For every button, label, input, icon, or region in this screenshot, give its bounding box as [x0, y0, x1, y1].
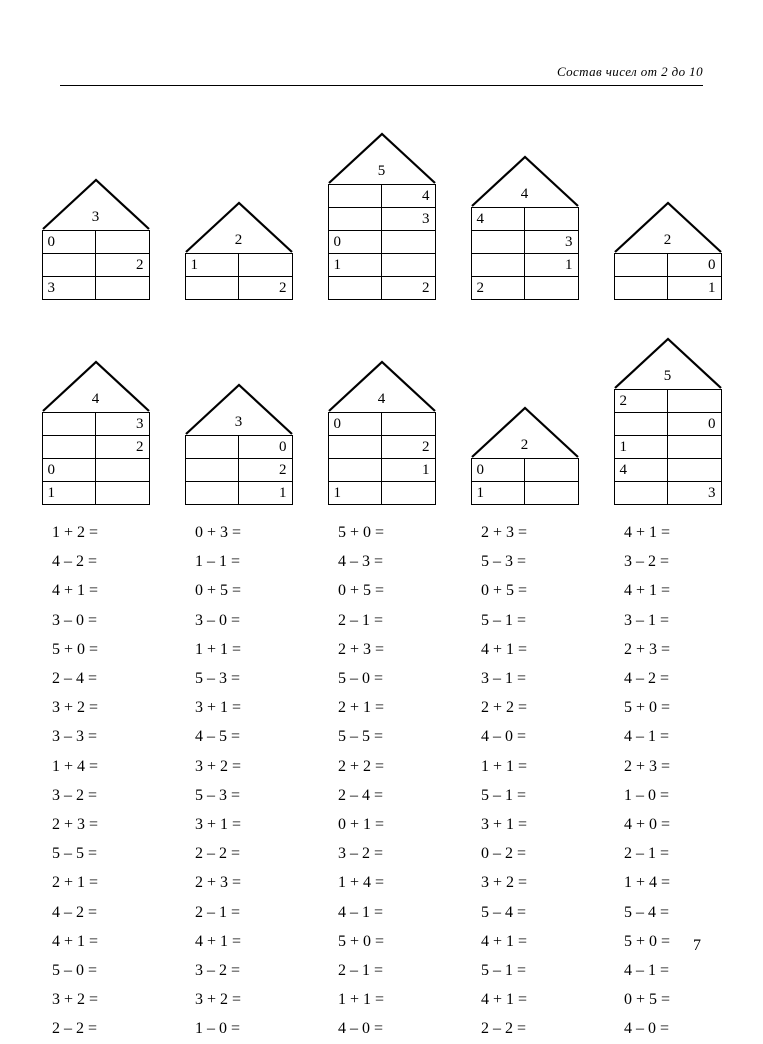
house-roof-number: 4: [520, 186, 529, 202]
sum-expression[interactable]: 5 – 5 =: [52, 845, 98, 863]
house-row: [328, 482, 435, 505]
house-cell-left[interactable]: 0: [328, 231, 382, 254]
house-cell-right[interactable]: 2: [96, 436, 150, 459]
house-cell-right[interactable]: [525, 459, 579, 482]
house-row: [614, 482, 721, 505]
house-cell-left[interactable]: [328, 436, 382, 459]
sum-expression[interactable]: 0 + 5 =: [481, 582, 528, 600]
sum-expression[interactable]: 5 – 1 =: [481, 611, 527, 629]
sum-expression[interactable]: 5 – 3 =: [195, 670, 241, 688]
house-cell-right[interactable]: [382, 413, 436, 436]
house-cell-right[interactable]: [668, 459, 722, 482]
house-row: [614, 436, 721, 459]
house-cell-right[interactable]: [525, 482, 579, 505]
house-row: [471, 459, 578, 482]
house-cell-right[interactable]: 2: [382, 277, 436, 300]
house-cell-right[interactable]: 0: [668, 413, 722, 436]
sum-expression[interactable]: 2 + 1 =: [52, 874, 99, 892]
sum-expression[interactable]: 3 + 1 =: [481, 816, 528, 834]
sum-expression[interactable]: 2 + 3 =: [338, 640, 385, 658]
house-roof: [328, 360, 436, 412]
number-house: [176, 383, 301, 505]
sum-expression[interactable]: 1 + 1 =: [338, 991, 385, 1009]
house-roof-number: 5: [663, 368, 672, 384]
sum-expression[interactable]: 3 + 2 =: [481, 874, 528, 892]
house-roof: [328, 132, 436, 184]
house-body: [328, 412, 436, 505]
sum-expression[interactable]: 4 + 1 =: [481, 640, 528, 658]
house-cell-left[interactable]: [42, 254, 96, 277]
sum-expression[interactable]: 4 + 1 =: [52, 932, 99, 950]
sum-expression[interactable]: 2 – 1 =: [338, 611, 384, 629]
sum-expression[interactable]: 3 – 0 =: [52, 611, 98, 629]
house-cell-right[interactable]: 4: [382, 185, 436, 208]
house-body: [328, 184, 436, 300]
house-cell-left[interactable]: [185, 482, 239, 505]
house-body: [471, 207, 579, 300]
house-cell-left[interactable]: 0: [471, 459, 525, 482]
house-cell-right[interactable]: [96, 231, 150, 254]
house-row: [42, 277, 149, 300]
house-cell-left[interactable]: [42, 436, 96, 459]
house-body: [185, 253, 293, 300]
house-cell-left[interactable]: 0: [42, 459, 96, 482]
house-row: [471, 231, 578, 254]
house-row: [42, 482, 149, 505]
sum-expression[interactable]: 5 – 5 =: [338, 728, 384, 746]
sum-expression[interactable]: 5 + 0 =: [624, 699, 671, 717]
house-roof-number: 4: [91, 391, 100, 407]
house-roof: [185, 201, 293, 253]
house-cell-right[interactable]: 1: [525, 254, 579, 277]
house-roof-number: 2: [234, 232, 243, 248]
sum-expression[interactable]: 5 + 0 =: [52, 640, 99, 658]
house-row: [614, 413, 721, 436]
sum-expression[interactable]: 2 – 4 =: [338, 786, 384, 804]
house-cell-left[interactable]: 1: [614, 436, 668, 459]
sum-expression[interactable]: 1 + 1 =: [481, 757, 528, 775]
number-house: [605, 337, 730, 505]
sum-expression[interactable]: 3 – 2 =: [195, 962, 241, 980]
house-cell-right[interactable]: 1: [382, 459, 436, 482]
house-cell-left[interactable]: [328, 277, 382, 300]
sum-expression[interactable]: 4 – 0 =: [624, 1020, 670, 1038]
house-cell-left[interactable]: [328, 459, 382, 482]
house-cell-left[interactable]: [185, 459, 239, 482]
house-cell-left[interactable]: 3: [42, 277, 96, 300]
sum-expression[interactable]: 4 – 1 =: [624, 728, 670, 746]
sum-expression[interactable]: 2 – 4 =: [52, 670, 98, 688]
house-cell-left[interactable]: [614, 413, 668, 436]
sum-expression[interactable]: 2 + 1 =: [338, 699, 385, 717]
sum-expression[interactable]: 1 + 2 =: [52, 524, 99, 541]
house-cell-right[interactable]: 2: [96, 254, 150, 277]
sum-expression[interactable]: 5 – 3 =: [195, 786, 241, 804]
sum-expression[interactable]: 4 – 1 =: [624, 962, 670, 980]
house-cell-right[interactable]: [382, 482, 436, 505]
sum-expression[interactable]: 4 + 0 =: [624, 816, 671, 834]
houses-row-1: [0, 110, 763, 300]
sum-expression[interactable]: 2 + 2 =: [481, 699, 528, 717]
sum-expression[interactable]: 3 – 2 =: [624, 553, 670, 571]
house-cell-right[interactable]: 3: [382, 208, 436, 231]
house-row: [42, 231, 149, 254]
sum-expression[interactable]: 3 – 1 =: [624, 611, 670, 629]
sum-expression[interactable]: 4 – 0 =: [481, 728, 527, 746]
sums-column: [453, 518, 596, 1044]
sum-expression[interactable]: 3 + 2 =: [195, 991, 242, 1009]
house-row: [42, 413, 149, 436]
page-header: [60, 64, 703, 88]
sum-expression[interactable]: 4 – 2 =: [624, 670, 670, 688]
sum-expression[interactable]: 2 – 1 =: [338, 962, 384, 980]
sum-expression[interactable]: 5 – 0 =: [52, 962, 98, 980]
sum-expression[interactable]: 4 + 1 =: [52, 582, 99, 600]
sum-expression[interactable]: 1 + 4 =: [52, 757, 99, 775]
sum-expression[interactable]: 1 + 4 =: [338, 874, 385, 892]
sum-expression[interactable]: 4 – 5 =: [195, 728, 241, 746]
sum-expression[interactable]: 1 – 0 =: [624, 786, 670, 804]
house-cell-right[interactable]: [382, 231, 436, 254]
house-cell-left[interactable]: 1: [471, 482, 525, 505]
sums-column: [24, 518, 167, 1044]
sum-expression[interactable]: 2 – 2 =: [52, 1020, 98, 1038]
house-cell-right[interactable]: [668, 390, 722, 413]
house-cell-left[interactable]: [185, 277, 239, 300]
house-row: [185, 459, 292, 482]
house-roof: [42, 178, 150, 230]
house-roof-number: 3: [234, 414, 243, 430]
sum-expression[interactable]: 3 – 2 =: [338, 845, 384, 863]
house-body: [614, 389, 722, 505]
house-body: [471, 458, 579, 505]
sum-expression[interactable]: 5 + 0 =: [338, 932, 385, 950]
house-cell-left[interactable]: 4: [471, 208, 525, 231]
house-cell-left[interactable]: [328, 208, 382, 231]
sum-expression[interactable]: 2 + 3 =: [624, 640, 671, 658]
sum-expression[interactable]: 2 + 3 =: [624, 757, 671, 775]
house-body: [42, 230, 150, 300]
house-body: [185, 435, 293, 505]
sum-expression[interactable]: 3 + 2 =: [52, 699, 99, 717]
house-cell-right[interactable]: 3: [668, 482, 722, 505]
house-cell-left[interactable]: [42, 413, 96, 436]
sum-expression[interactable]: 1 – 1 =: [195, 553, 241, 571]
sum-expression[interactable]: 4 – 1 =: [338, 903, 384, 921]
house-cell-left[interactable]: 1: [42, 482, 96, 505]
house-row: [471, 277, 578, 300]
sum-expression[interactable]: 1 + 4 =: [624, 874, 671, 892]
house-cell-right[interactable]: 2: [239, 459, 293, 482]
house-cell-right[interactable]: 3: [525, 231, 579, 254]
number-house: [462, 406, 587, 505]
sum-expression[interactable]: 1 – 0 =: [195, 1020, 241, 1038]
house-cell-left[interactable]: [614, 482, 668, 505]
house-cell-left[interactable]: [471, 231, 525, 254]
house-roof: [471, 406, 579, 458]
number-house: [33, 360, 158, 505]
house-row: [185, 254, 292, 277]
sum-expression[interactable]: 5 – 4 =: [624, 903, 670, 921]
house-row: [328, 254, 435, 277]
house-row: [614, 254, 721, 277]
house-roof-number: 4: [377, 391, 386, 407]
sum-expression[interactable]: 4 – 3 =: [338, 553, 384, 571]
sum-expression[interactable]: 2 + 3 =: [195, 874, 242, 892]
sums-column: [596, 518, 739, 1044]
sum-expression[interactable]: 5 – 4 =: [481, 903, 527, 921]
house-cell-left[interactable]: 0: [42, 231, 96, 254]
sum-expression[interactable]: 4 – 2 =: [52, 553, 98, 571]
sum-expression[interactable]: 0 + 1 =: [338, 816, 385, 834]
sum-expression[interactable]: 5 – 3 =: [481, 553, 527, 571]
number-house: [33, 178, 158, 300]
sum-expression[interactable]: 4 + 1 =: [195, 932, 242, 950]
house-row: [42, 436, 149, 459]
sum-expression[interactable]: 3 + 1 =: [195, 699, 242, 717]
sum-expression[interactable]: 2 – 1 =: [624, 845, 670, 863]
sum-expression[interactable]: 3 – 3 =: [52, 728, 98, 746]
house-cell-right[interactable]: 1: [668, 277, 722, 300]
house-cell-right[interactable]: 2: [239, 277, 293, 300]
house-cell-left[interactable]: 2: [614, 390, 668, 413]
sums-column: [167, 518, 310, 1044]
sums-column: [310, 518, 453, 1044]
number-house: [319, 360, 444, 505]
house-cell-right[interactable]: 0: [668, 254, 722, 277]
house-row: [471, 482, 578, 505]
house-cell-left[interactable]: 4: [614, 459, 668, 482]
house-cell-right[interactable]: 1: [239, 482, 293, 505]
number-house: [605, 201, 730, 300]
house-cell-right[interactable]: [525, 208, 579, 231]
house-row: [42, 254, 149, 277]
house-cell-right[interactable]: [525, 277, 579, 300]
house-cell-left[interactable]: 0: [328, 413, 382, 436]
sum-expression[interactable]: 0 + 5 =: [195, 582, 242, 600]
sum-expression[interactable]: 3 – 2 =: [52, 786, 98, 804]
sum-expression[interactable]: 3 – 1 =: [481, 670, 527, 688]
house-roof-number: 5: [377, 163, 386, 179]
number-house: [462, 155, 587, 300]
house-cell-left[interactable]: [614, 277, 668, 300]
house-row: [328, 277, 435, 300]
house-roof-number: 2: [520, 437, 529, 453]
sum-expression[interactable]: 2 + 3 =: [52, 816, 99, 834]
sum-expression[interactable]: 2 + 3 =: [481, 524, 528, 541]
sum-expression[interactable]: 4 + 1 =: [624, 582, 671, 600]
sum-expression[interactable]: 4 – 2 =: [52, 903, 98, 921]
house-row: [328, 459, 435, 482]
house-row: [328, 185, 435, 208]
sum-expression[interactable]: 0 + 5 =: [624, 991, 671, 1009]
house-row: [471, 208, 578, 231]
page-number: 7: [693, 937, 701, 954]
house-cell-right[interactable]: [96, 459, 150, 482]
sum-expression[interactable]: 5 + 0 =: [338, 524, 385, 541]
sum-expression[interactable]: 5 + 0 =: [624, 932, 671, 950]
house-cell-left[interactable]: 1: [185, 254, 239, 277]
sum-expression[interactable]: 2 – 2 =: [481, 1020, 527, 1038]
house-row: [328, 413, 435, 436]
sum-expression[interactable]: 0 – 2 =: [481, 845, 527, 863]
house-roof: [614, 201, 722, 253]
sum-expression[interactable]: 5 – 1 =: [481, 962, 527, 980]
sum-expression[interactable]: 0 + 5 =: [338, 582, 385, 600]
house-body: [614, 253, 722, 300]
house-roof: [614, 337, 722, 389]
sum-expression[interactable]: 5 – 1 =: [481, 786, 527, 804]
house-cell-right[interactable]: 2: [382, 436, 436, 459]
house-cell-left[interactable]: 1: [328, 482, 382, 505]
house-row: [328, 436, 435, 459]
house-row: [42, 459, 149, 482]
house-cell-right[interactable]: [239, 254, 293, 277]
house-cell-right[interactable]: [668, 436, 722, 459]
house-roof: [42, 360, 150, 412]
house-cell-left[interactable]: 2: [471, 277, 525, 300]
sum-expression[interactable]: 0 + 3 =: [195, 524, 242, 541]
sum-expression[interactable]: 3 + 1 =: [195, 816, 242, 834]
sum-expression[interactable]: 2 – 1 =: [195, 903, 241, 921]
sum-expression[interactable]: 5 – 0 =: [338, 670, 384, 688]
house-row: [185, 482, 292, 505]
house-body: [42, 412, 150, 505]
sum-expression[interactable]: 4 + 1 =: [481, 991, 528, 1009]
house-cell-left[interactable]: [328, 185, 382, 208]
house-cell-left[interactable]: 1: [328, 254, 382, 277]
house-roof: [471, 155, 579, 207]
house-row: [185, 277, 292, 300]
house-cell-left[interactable]: [614, 254, 668, 277]
house-roof-number: 3: [91, 209, 100, 225]
sum-expression[interactable]: 3 + 2 =: [195, 757, 242, 775]
sum-expression[interactable]: 3 + 2 =: [52, 991, 99, 1009]
house-row: [614, 277, 721, 300]
house-cell-right[interactable]: [382, 254, 436, 277]
sums-grid: [0, 518, 763, 1044]
sum-expression[interactable]: 2 + 2 =: [338, 757, 385, 775]
house-cell-left[interactable]: [185, 436, 239, 459]
house-cell-left[interactable]: [471, 254, 525, 277]
sum-expression[interactable]: 4 + 1 =: [481, 932, 528, 950]
sum-expression[interactable]: 4 + 1 =: [624, 524, 671, 541]
house-cell-right[interactable]: 0: [239, 436, 293, 459]
sum-expression[interactable]: 1 + 1 =: [195, 640, 242, 658]
house-cell-right[interactable]: [96, 482, 150, 505]
house-row: [328, 231, 435, 254]
house-roof: [185, 383, 293, 435]
house-row: [328, 208, 435, 231]
house-row: [471, 254, 578, 277]
number-house: [319, 132, 444, 300]
house-cell-right[interactable]: [96, 277, 150, 300]
houses-row-2: [0, 325, 763, 505]
number-house: [176, 201, 301, 300]
house-roof-number: 2: [663, 232, 672, 248]
house-row: [185, 436, 292, 459]
header-divider: [60, 85, 703, 86]
sum-expression[interactable]: 3 – 0 =: [195, 611, 241, 629]
house-cell-right[interactable]: 3: [96, 413, 150, 436]
house-row: [614, 390, 721, 413]
sum-expression[interactable]: 4 – 0 =: [338, 1020, 384, 1038]
sum-expression[interactable]: 2 – 2 =: [195, 845, 241, 863]
house-row: [614, 459, 721, 482]
header-title: Состав чисел от 2 до 10: [556, 64, 703, 79]
